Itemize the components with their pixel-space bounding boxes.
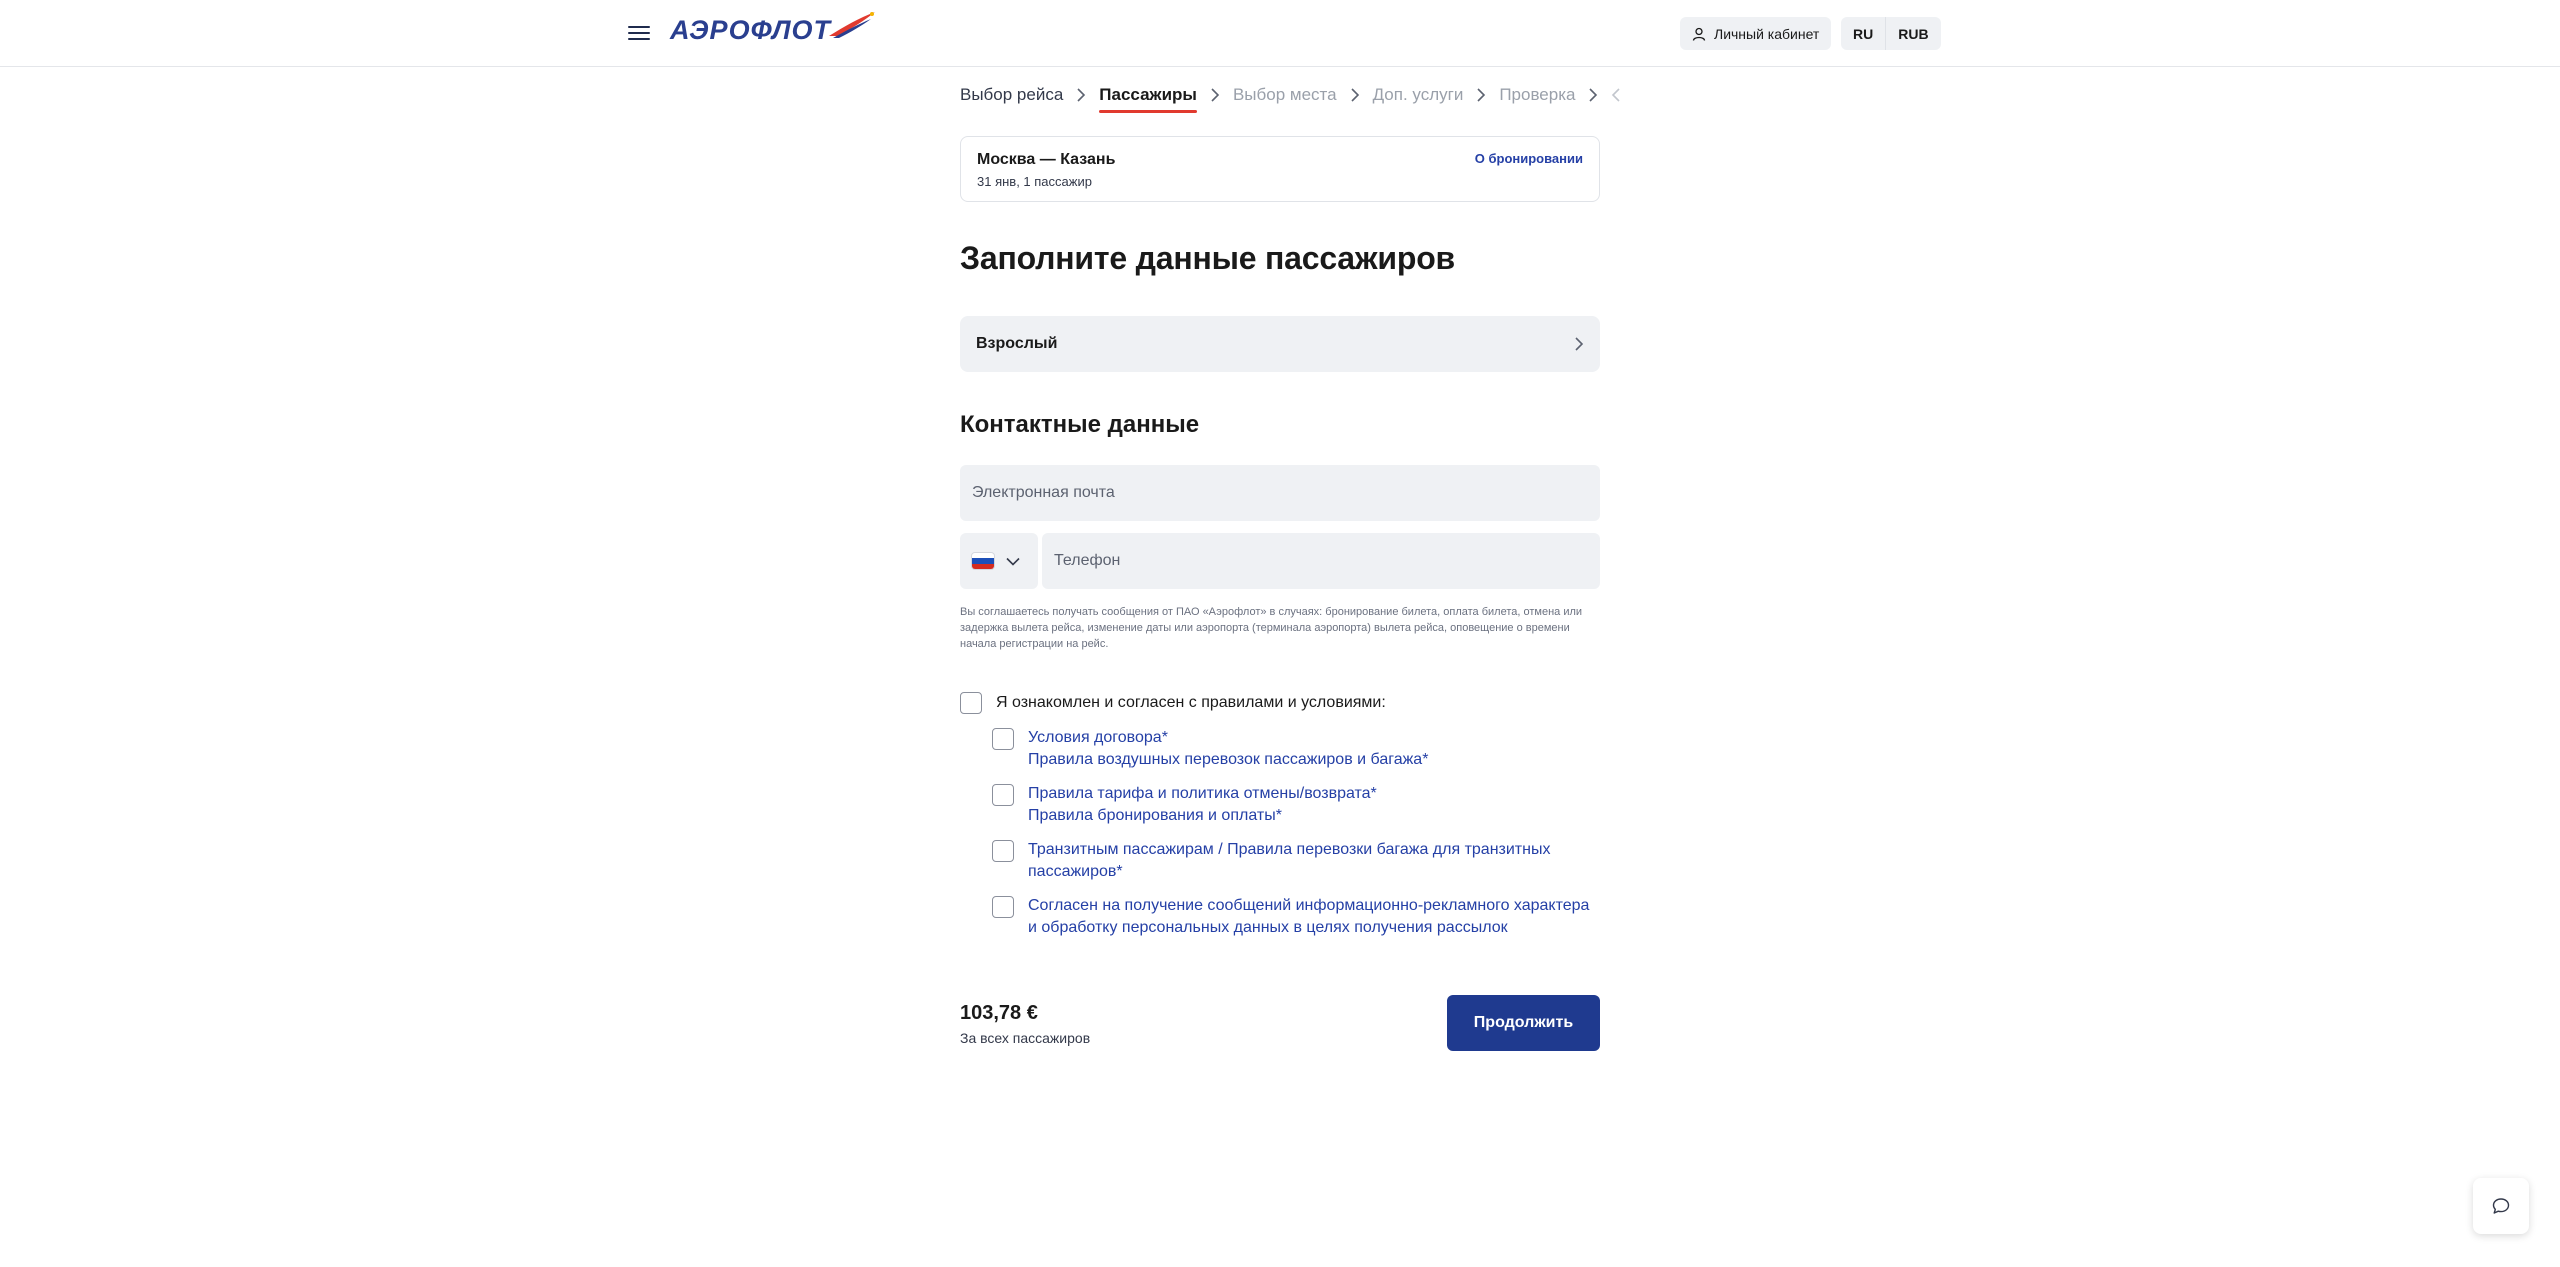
transit-rules-link-cont[interactable]: пассажиров* bbox=[1028, 863, 1123, 880]
language-button[interactable]: RU bbox=[1853, 25, 1874, 42]
chevron-right-icon bbox=[1337, 88, 1373, 102]
step-seat-select[interactable]: Выбор места bbox=[1232, 85, 1337, 104]
fare-rules-label bbox=[1028, 783, 1377, 827]
logo-text: АЭРОФЛОТ bbox=[670, 14, 832, 45]
contacts-title: Контактные данные bbox=[960, 411, 1200, 438]
marketing-consent-label bbox=[1028, 895, 1589, 939]
contract-terms-label bbox=[1028, 727, 1428, 771]
chevron-right-icon bbox=[1063, 88, 1099, 102]
marketing-consent-link[interactable]: Согласен на получение сообщений информационно-рекламного характера bbox=[1028, 897, 1590, 914]
logo-wings-icon bbox=[827, 10, 877, 40]
agree-all-checkbox[interactable] bbox=[960, 692, 982, 714]
transit-rules-checkbox[interactable] bbox=[992, 840, 1014, 862]
fare-rules-checkbox[interactable] bbox=[992, 784, 1014, 806]
chevron-right-icon bbox=[1575, 88, 1611, 102]
total-price: 103,78 € bbox=[960, 1002, 1038, 1024]
booking-rules-link[interactable]: Правила бронирования и оплаты* bbox=[1028, 807, 1282, 824]
transit-rules-label bbox=[1028, 839, 1550, 883]
menu-icon[interactable] bbox=[628, 22, 652, 44]
russia-flag-icon bbox=[972, 553, 994, 569]
top-header bbox=[0, 0, 2560, 67]
total-price-note: За всех пассажиров bbox=[960, 1030, 1091, 1046]
chat-button[interactable] bbox=[2473, 1178, 2529, 1234]
transport-rules-link[interactable]: Правила воздушных перевозок пассажиров и багажа* bbox=[1028, 751, 1429, 768]
agree-all-label: Я ознакомлен и согласен с правилами и условиями: bbox=[996, 694, 1386, 711]
continue-button[interactable]: Продолжить bbox=[1447, 995, 1600, 1051]
sms-consent-note: Вы соглашаетесь получать сообщения от ПАО «Аэрофлот» в случаях: бронирование билета, оплата билета, отмена или задержка вылета рейса, изменение даты или аэропорта (терминала аэропорта) вылета рейса, оповещение о времени начала регистрации на рейс. bbox=[960, 606, 1583, 650]
currency-button[interactable]: RUB bbox=[1898, 25, 1929, 42]
booking-summary-card bbox=[960, 136, 1600, 202]
chevron-right-icon bbox=[1463, 88, 1499, 102]
passenger-type-label: Взрослый bbox=[976, 335, 1058, 352]
contract-terms-link[interactable]: Условия договора* bbox=[1028, 729, 1168, 746]
route-title: Москва — Казань bbox=[977, 151, 1116, 168]
chevron-right-icon bbox=[1574, 337, 1584, 351]
booking-steps bbox=[960, 80, 1623, 110]
personal-account-label: Личный кабинет bbox=[1714, 25, 1820, 42]
step-flight-select[interactable]: Выбор рейса bbox=[960, 85, 1064, 104]
fare-rules-link[interactable]: Правила тарифа и политика отмены/возврата* bbox=[1028, 785, 1377, 802]
step-extra-services[interactable]: Доп. услуги bbox=[1372, 85, 1464, 104]
booking-details: 31 янв, 1 пассажир bbox=[977, 174, 1092, 189]
chevron-right-icon bbox=[1197, 88, 1233, 102]
marketing-consent-link-cont[interactable]: и обработку персональных данных в целях получения рассылок bbox=[1028, 919, 1508, 936]
transit-rules-link[interactable]: Транзитным пассажирам / Правила перевозки багажа для транзитных bbox=[1028, 841, 1551, 858]
chevron-left-icon[interactable] bbox=[1611, 88, 1623, 102]
user-icon bbox=[1692, 27, 1706, 41]
personal-account-button[interactable] bbox=[1680, 17, 1831, 50]
chat-icon bbox=[2492, 1197, 2510, 1215]
phone-input[interactable] bbox=[1042, 533, 1600, 589]
marketing-consent-checkbox[interactable] bbox=[992, 896, 1014, 918]
locale-switcher bbox=[1841, 17, 1941, 50]
passenger-adult-row[interactable] bbox=[960, 316, 1600, 372]
step-review[interactable]: Проверка bbox=[1499, 85, 1576, 104]
email-input[interactable] bbox=[960, 465, 1600, 521]
country-code-select[interactable] bbox=[960, 533, 1038, 589]
page-title: Заполните данные пассажиров bbox=[960, 240, 1456, 276]
aeroflot-logo[interactable] bbox=[670, 10, 877, 50]
step-passengers[interactable]: Пассажиры bbox=[1099, 77, 1197, 113]
about-booking-link[interactable]: О бронировании bbox=[1474, 151, 1583, 166]
contract-terms-checkbox[interactable] bbox=[992, 728, 1014, 750]
chevron-down-icon bbox=[1006, 557, 1020, 566]
